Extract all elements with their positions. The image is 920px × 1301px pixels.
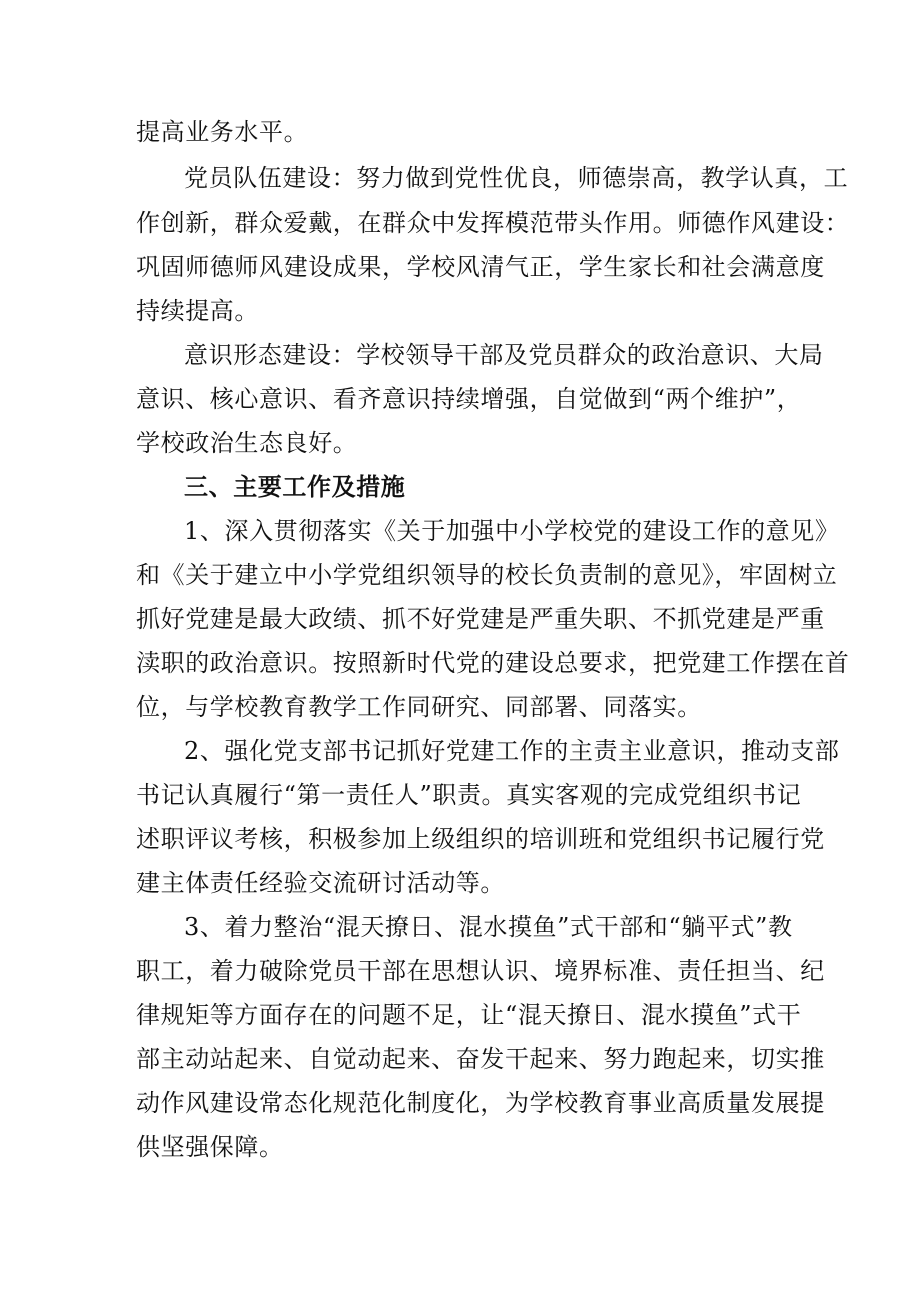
text-line: 渎职的政治意识。按照新时代党的建设总要求，把党建工作摆在首 xyxy=(136,649,850,677)
text-line: 巩固师德师风建设成果，学校风清气正，学生家长和社会满意度 xyxy=(136,253,825,281)
text-line: 提高业务水平。 xyxy=(136,118,309,146)
text-line: 1、深入贯彻落实《关于加强中小学校党的建设工作的意见》 xyxy=(184,517,840,545)
text-line: 2、强化党支部书记抓好党建工作的主责主业意识，推动支部 xyxy=(184,737,840,765)
text-line: 意识、核心意识、看齐意识持续增强，自觉做到“两个维护”， xyxy=(136,385,802,413)
text-line: 位，与学校教育教学工作同研究、同部署、同落实。 xyxy=(136,693,702,721)
text-line: 供坚强保障。 xyxy=(136,1133,284,1161)
text-line: 抓好党建是最大政绩、抓不好党建是严重失职、不抓党建是严重 xyxy=(136,605,825,633)
text-line: 书记认真履行“第一责任人”职责。真实客观的完成党组织书记 xyxy=(136,781,802,809)
text-line: 建主体责任经验交流研讨活动等。 xyxy=(136,869,505,897)
text-line: 职工，着力破除党员干部在思想认识、境界标准、责任担当、纪 xyxy=(136,957,825,985)
text-line: 述职评议考核，积极参加上级组织的培训班和党组织书记履行党 xyxy=(136,825,825,853)
text-line: 和《关于建立中小学党组织领导的校长负责制的意见》，牢固树立 xyxy=(136,561,838,589)
text-line: 学校政治生态良好。 xyxy=(136,429,358,457)
text-line: 作创新，群众爱戴，在群众中发挥模范带头作用。师德作风建设： xyxy=(136,209,850,237)
text-line: 党员队伍建设：努力做到党性优良，师德崇高，教学认真，工 xyxy=(184,164,849,192)
text-line: 3、着力整治“混天撩日、混水摸鱼”式干部和“躺平式”教 xyxy=(184,913,793,941)
text-line: 动作风建设常态化规范化制度化，为学校教育事业高质量发展提 xyxy=(136,1089,825,1117)
text-line: 律规矩等方面存在的问题不足，让“混天撩日、混水摸鱼”式干 xyxy=(136,1001,802,1029)
section-heading: 三、主要工作及措施 xyxy=(184,472,406,501)
text-line: 部主动站起来、自觉动起来、奋发干起来、努力跑起来，切实推 xyxy=(136,1045,825,1073)
text-line: 意识形态建设：学校领导干部及党员群众的政治意识、大局 xyxy=(184,341,824,369)
text-line: 持续提高。 xyxy=(136,297,259,325)
